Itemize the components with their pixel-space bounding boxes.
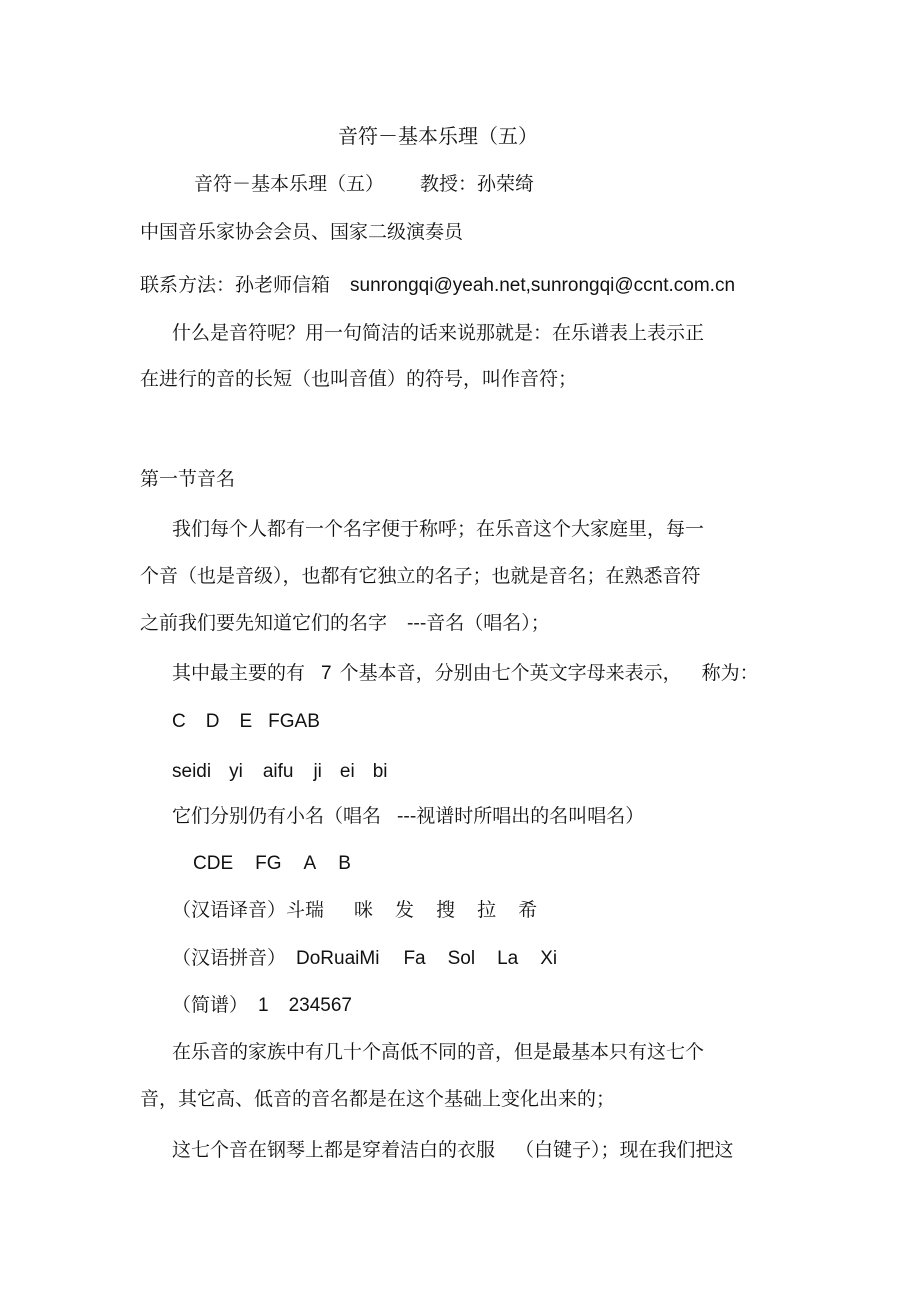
chinese-syllable: 咪 bbox=[354, 899, 374, 921]
pinyin-syllable: DoRuaiMi bbox=[296, 948, 380, 969]
jianpu-b: 234567 bbox=[288, 995, 352, 1016]
chinese-syllable: 拉 bbox=[477, 899, 497, 921]
phonetic-item: ji bbox=[313, 761, 322, 782]
phonetic-item: aifu bbox=[262, 761, 294, 782]
letter2-item: A bbox=[303, 853, 317, 874]
subtitle-name: 音符－基本乐理（五） bbox=[194, 173, 385, 195]
letter2-item: B bbox=[338, 853, 351, 874]
letter-item: FGAB bbox=[268, 711, 320, 732]
subtitle-professor: 教授：孙荣绮 bbox=[420, 173, 535, 195]
phonetics-line bbox=[172, 760, 388, 784]
pinyin-syllable: Xi bbox=[540, 948, 558, 969]
phonetic-item: seidi bbox=[172, 761, 212, 782]
para2-b: 7 bbox=[321, 663, 332, 684]
phonetic-item: bi bbox=[372, 761, 388, 782]
para2-d: 称为： bbox=[701, 662, 759, 684]
contact-line bbox=[140, 273, 735, 298]
para1-line-2: 个音（也是音级），也都有它独立的名子；也就是音名；在熟悉音符 bbox=[140, 565, 701, 587]
contact-label: 联系方法：孙老师信箱 bbox=[140, 274, 331, 296]
para1-line-1: 我们每个人都有一个名字便于称呼；在乐音这个大家庭里，每一 bbox=[172, 518, 705, 540]
pinyin-line bbox=[172, 946, 557, 971]
small-names-a: 它们分别仍有小名（唱名 bbox=[172, 805, 382, 827]
para2-a: 其中最主要的有 bbox=[172, 662, 306, 684]
para3-line-1: 在乐音的家族中有几十个高低不同的音，但是最基本只有这七个 bbox=[172, 1041, 705, 1063]
jianpu-line bbox=[172, 993, 352, 1018]
membership-text: 中国音乐家协会会员、国家二级演奏员 bbox=[140, 221, 464, 243]
letters2-line bbox=[193, 852, 351, 876]
letter-item: D bbox=[205, 711, 220, 732]
jianpu-label: （简谱） bbox=[172, 994, 249, 1016]
jianpu-a: 1 bbox=[258, 995, 269, 1016]
letter2-item: CDE bbox=[193, 853, 234, 874]
para1-line-3 bbox=[140, 611, 550, 635]
pinyin-syllable: Fa bbox=[403, 948, 426, 969]
chinese-syllable: 发 bbox=[395, 899, 415, 921]
letters-line bbox=[172, 710, 320, 734]
letter-item: C bbox=[172, 711, 186, 732]
letter-item: E bbox=[239, 711, 253, 732]
small-names-line bbox=[172, 804, 644, 828]
phonetic-item: ei bbox=[339, 761, 355, 782]
subtitle-line bbox=[194, 172, 534, 196]
chinese-sound-line bbox=[172, 898, 537, 922]
chinese-syllable: 搜 bbox=[436, 899, 456, 921]
document-title: 音符－基本乐理（五） bbox=[338, 124, 538, 148]
intro-line-2: 在进行的音的长短（也叫音值）的符号，叫作音符； bbox=[140, 368, 578, 390]
para2-c: 个基本音，分别由七个英文字母来表示， bbox=[339, 662, 682, 684]
pinyin-syllable: Sol bbox=[447, 948, 476, 969]
para2-line bbox=[172, 661, 759, 686]
para4-a: 这七个音在钢琴上都是穿着洁白的衣服 bbox=[172, 1139, 496, 1161]
small-names-b: ---视谱时所唱出的名叫唱名） bbox=[397, 805, 645, 827]
chinese-sound-label: （汉语译音）斗瑞 bbox=[172, 899, 325, 921]
para4-b: （白键子）；现在我们把这 bbox=[515, 1139, 734, 1161]
para3-line-2: 音，其它高、低音的音名都是在这个基础上变化出来的； bbox=[140, 1088, 616, 1110]
pinyin-syllable: La bbox=[497, 948, 519, 969]
contact-emails: sunrongqi@yeah.net,sunrongqi@ccnt.com.cn bbox=[350, 275, 736, 296]
pinyin-label: （汉语拼音） bbox=[172, 947, 287, 969]
para1-line-3a: 之前我们要先知道它们的名字 bbox=[140, 612, 388, 634]
phonetic-item: yi bbox=[229, 761, 243, 782]
section-heading: 第一节音名 bbox=[140, 468, 236, 490]
para4-line bbox=[172, 1138, 734, 1162]
letter2-item: FG bbox=[255, 853, 282, 874]
intro-line-1: 什么是音符呢？用一句简洁的话来说那就是：在乐谱表上表示正 bbox=[172, 322, 705, 344]
chinese-syllable: 希 bbox=[518, 899, 538, 921]
para1-line-3b: ---音名（唱名）； bbox=[407, 612, 550, 634]
